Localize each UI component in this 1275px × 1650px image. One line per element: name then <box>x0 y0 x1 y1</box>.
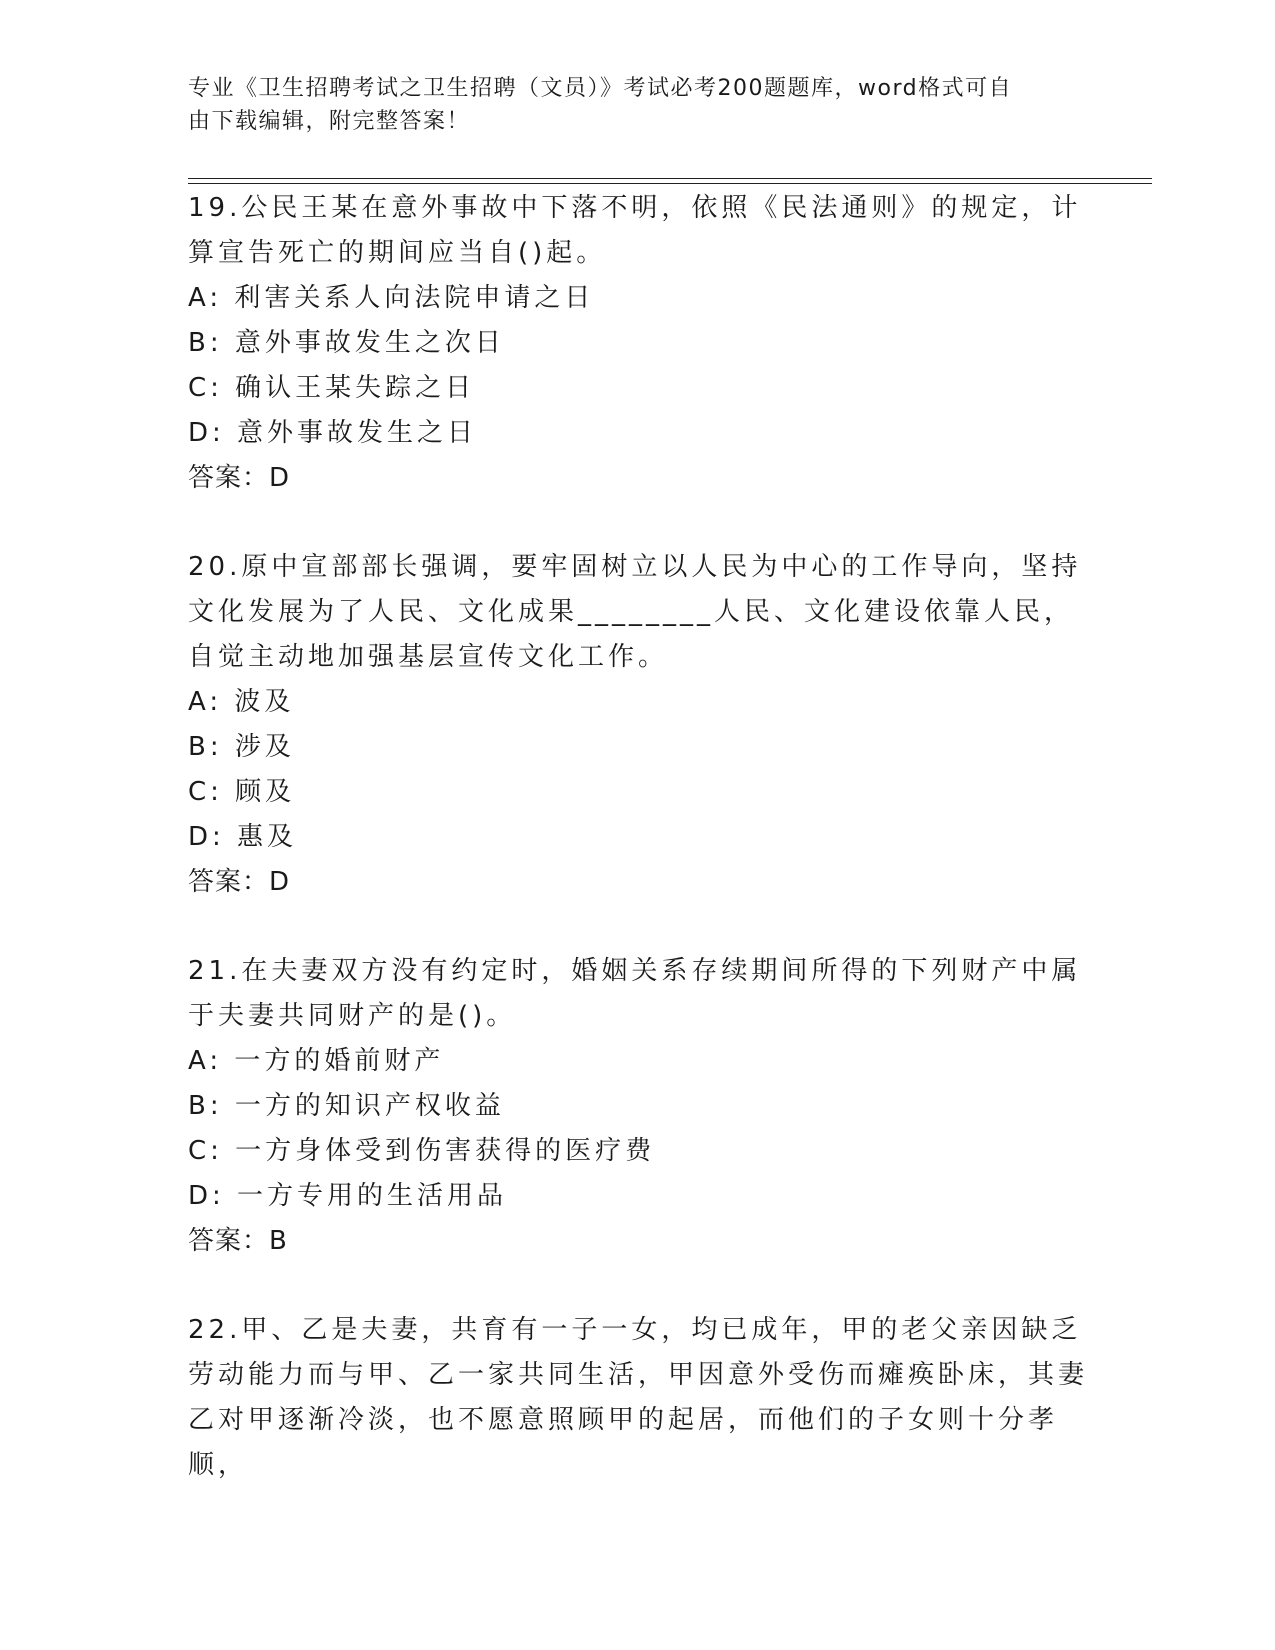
question-stem: 22.甲、乙是夫妻，共育有一子一女，均已成年，甲的老父亲因缺乏劳动能力而与甲、乙一家共同生活，甲因意外受伤而瘫痪卧床，其妻乙对甲逐渐冷淡，也不愿意照顾甲的起居，而他们的子女则十分孝顺， <box>188 1315 1089 1480</box>
question-list <box>188 186 1088 1532</box>
question-22 <box>188 1308 1088 1488</box>
question-stem: 19.公民王某在意外事故中下落不明，依照《民法通则》的规定，计算宣告死亡的期间应当自()起。 <box>188 193 1082 268</box>
question-stem: 21.在夫妻双方没有约定时，婚姻关系存续期间所得的下列财产中属于夫妻共同财产的是()。 <box>188 956 1082 1031</box>
option-b: B: 一方的知识产权收益 <box>188 1091 505 1121</box>
answer-line: 答案：B <box>188 1226 288 1256</box>
option-a: A: 利害关系人向法院申请之日 <box>188 283 595 313</box>
option-a: A: 波及 <box>188 687 295 717</box>
answer-line: 答案：D <box>188 867 291 897</box>
option-c: C: 一方身体受到伤害获得的医疗费 <box>188 1136 656 1166</box>
header-title-line-2: 由下载编辑，附完整答案！ <box>188 109 471 134</box>
option-b: B: 涉及 <box>188 732 295 762</box>
header-double-rule <box>188 178 1152 184</box>
option-a: A: 一方的婚前财产 <box>188 1046 445 1076</box>
option-c: C: 确认王某失踪之日 <box>188 373 476 403</box>
question-20 <box>188 545 1088 905</box>
question-19 <box>188 186 1088 501</box>
header-title-line-1: 专业《卫生招聘考试之卫生招聘（文员）》考试必考200题题库，word格式可自 <box>188 76 1013 101</box>
document-header <box>188 72 1068 138</box>
option-d: D: 惠及 <box>188 822 298 852</box>
option-d: D: 一方专用的生活用品 <box>188 1181 508 1211</box>
question-stem: 20.原中宣部部长强调，要牢固树立以人民为中心的工作导向，坚持文化发展为了人民、文化成果________人民、文化建设依靠人民，自觉主动地加强基层宣传文化工作。 <box>188 552 1082 672</box>
option-d: D: 意外事故发生之日 <box>188 418 478 448</box>
question-21 <box>188 949 1088 1264</box>
option-b: B: 意外事故发生之次日 <box>188 328 505 358</box>
option-c: C: 顾及 <box>188 777 296 807</box>
answer-line: 答案：D <box>188 463 291 493</box>
